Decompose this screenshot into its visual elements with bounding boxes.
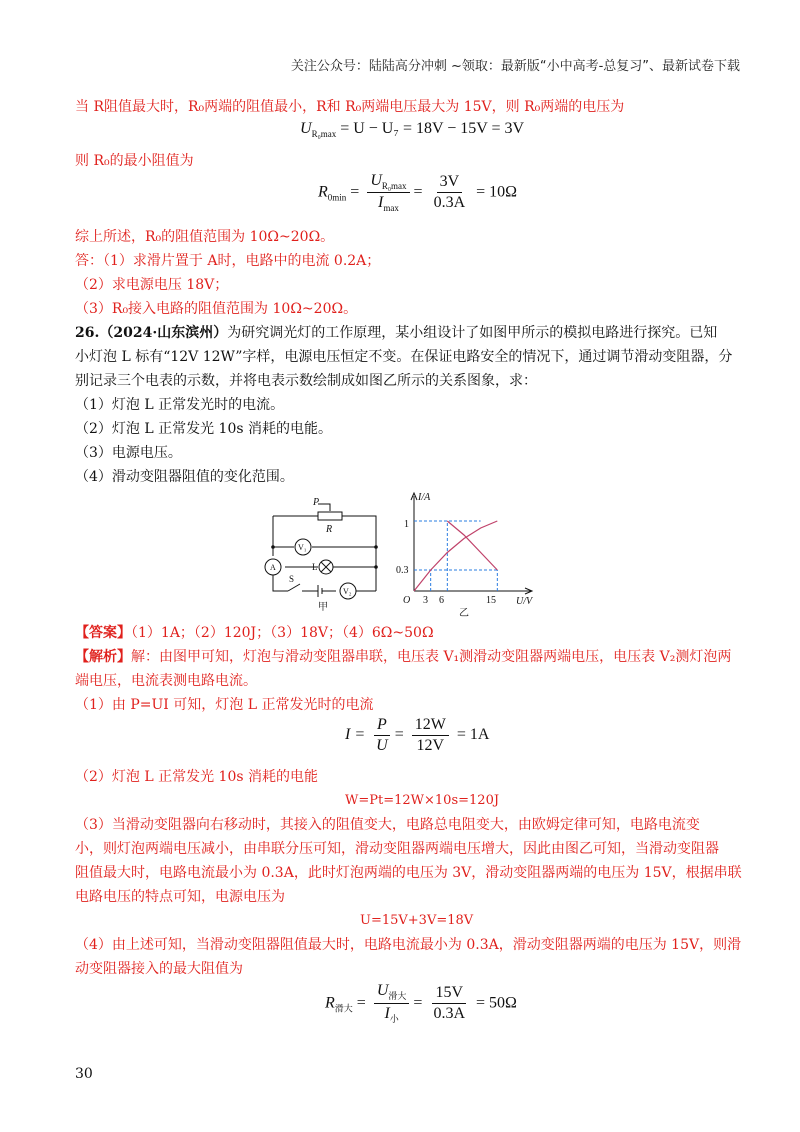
equation-energy: W=Pt=12W×10s=120J	[345, 793, 500, 808]
x-tick-3: 3	[423, 595, 428, 606]
question-26-stem-2: 小灯泡 L 标有“12V 12W”字样，电源电压恒定不变。在保证电路安全的情况下，通过调节滑动变阻器，分	[75, 349, 733, 365]
analysis-p2: （1）由 P=UI 可知，灯泡 L 正常发光时的电流	[75, 697, 374, 713]
y-tick-1: 1	[404, 519, 409, 530]
label-l: L	[312, 562, 318, 572]
answer: 【答案】（1）1A；（2）120J；（3）18V；（4）6Ω~50Ω	[75, 625, 434, 641]
equation-ur0max: $U_{R_0max} = U - U_7 = 18V - 15V = 3V$	[300, 120, 525, 140]
equation-voltage: U=15V+3V=18V	[360, 913, 474, 928]
chart	[392, 488, 552, 618]
prev-line-1: 当 R阻值最大时，R₀两端的阻值最小，R和 R₀两端电压最大为 15V，则 R₀两端的电压为	[75, 99, 625, 115]
prev-answer-2: （2）求电源电压 18V；	[75, 277, 229, 293]
analysis-p4b: 小，则灯泡两端电压减小，由串联分压可知，滑动变阻器两端电压增大，因此由图乙可知，当滑动变阻器	[75, 841, 719, 857]
prev-line-3: 综上所述，R₀的阻值范围为 10Ω~20Ω。	[75, 229, 335, 245]
label-p: P	[313, 497, 320, 508]
origin-label: O	[403, 595, 411, 606]
x-axis-label: U/V	[516, 596, 533, 607]
figure-label-jia: 甲	[318, 602, 328, 613]
label-v1: V₁	[298, 543, 307, 552]
equation-rmax: $R_{滑大}$ = $\frac{U_{滑大}}{I_小}$ = $\frac{15V}{0.3A}$ = 50Ω	[325, 982, 517, 1025]
label-v2: V₂	[343, 587, 352, 596]
question-26-sub-3: （3）电源电压。	[75, 445, 182, 461]
label-a: A	[270, 563, 276, 572]
y-tick-0-3: 0.3	[396, 565, 409, 576]
analysis-p3: （2）灯泡 L 正常发光 10s 消耗的电能	[75, 769, 319, 785]
prev-line-2: 则 R₀的最小阻值为	[75, 153, 194, 169]
prev-answer-3: （3）R₀接入电路的阻值范围为 10Ω~20Ω。	[75, 301, 358, 317]
y-axis-label: I/A	[418, 492, 431, 503]
analysis-p1b: 端电压，电流表测电路电流。	[75, 673, 257, 689]
label-r: R	[326, 524, 333, 535]
prev-answer-1: 答：（1）求滑片置于 A时，电路中的电流 0.2A；	[75, 253, 381, 269]
page-number: 30	[75, 1066, 93, 1082]
analysis-p4a: （3）当滑动变阻器向右移动时，其接入的阻值变大，电路总电阻变大，由欧姆定律可知，电路电流变	[75, 817, 700, 833]
x-tick-15: 15	[486, 595, 496, 606]
circuit-diagram	[258, 496, 384, 616]
question-26-sub-2: （2）灯泡 L 正常发光 10s 消耗的电能。	[75, 421, 333, 437]
analysis-p1a: 【解析】解：由图甲可知，灯泡与滑动变阻器串联，电压表 V₁测滑动变阻器两端电压，电压表 V₂测灯泡两	[75, 649, 732, 665]
figure-label-yi: 乙	[459, 608, 469, 618]
page-header: 关注公众号：陆陆高分冲刺 ~领取：最新版“小中高考-总复习”、最新试卷下载	[290, 59, 740, 74]
analysis-p5a: （4）由上述可知，当滑动变阻器阻值最大时，电路电流最小为 0.3A，滑动变阻器两端的电压为 15V，则滑	[75, 937, 742, 953]
analysis-p5b: 动变阻器接入的最大阻值为	[75, 961, 243, 977]
equation-r0min: $R_{0min}$ = $\frac{U_{R_0max}}{I_{max}}$ = $\frac{3V}{0.3A}$ = 10Ω	[318, 172, 518, 214]
question-26-stem-1: 26.（2024·山东滨州）为研究调光灯的工作原理，某小组设计了如图甲所示的模拟电路进行探究。已知	[75, 325, 718, 341]
equation-current: I = $\frac{P}{U}$ = $\frac{12W}{12V}$ = 1A	[345, 716, 490, 754]
analysis-p4d: 电路电压的特点可知，电源电压为	[75, 889, 285, 905]
question-26-sub-1: （1）灯泡 L 正常发光时的电流。	[75, 397, 285, 413]
question-26-sub-4: （4）滑动变阻器阻值的变化范围。	[75, 469, 294, 485]
x-tick-6: 6	[439, 595, 444, 606]
label-s: S	[289, 574, 295, 584]
question-26-stem-3: 别记录三个电表的示数，并将电表示数绘制成如图乙所示的关系图象，求：	[75, 373, 537, 389]
analysis-p4c: 阻值最大时，电路电流最小为 0.3A，此时灯泡两端的电压为 3V，滑动变阻器两端的电压为 15V，根据串联	[75, 865, 742, 881]
